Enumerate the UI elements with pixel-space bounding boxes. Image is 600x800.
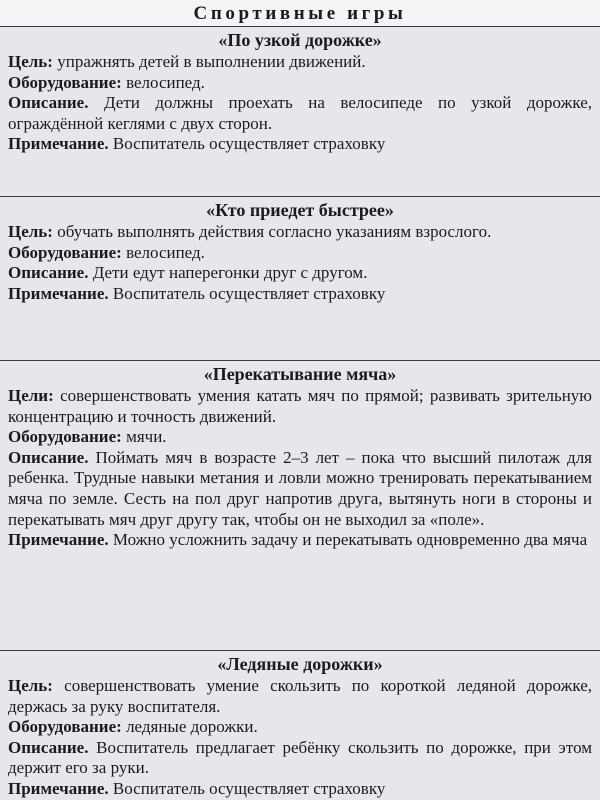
game-goal	[8, 676, 592, 717]
description-label: Описание.	[8, 737, 89, 757]
goal-text: совершенствовать умения катать мяч по прямой; развивать зрительную концентрацию и точность движений.	[8, 386, 592, 426]
game-description	[8, 93, 592, 134]
note-text: Воспитатель осуществляет страховку	[112, 778, 386, 798]
game-section-2	[0, 196, 600, 360]
note-text: Воспитатель осуществляет страховку	[112, 283, 386, 303]
game-equipment	[8, 427, 592, 448]
equipment-text: велосипед.	[126, 242, 205, 262]
game-title: «По узкой дорожке»	[218, 30, 382, 50]
game-goal	[8, 52, 592, 73]
description-label: Описание.	[8, 93, 89, 113]
note-label: Примечание.	[8, 134, 109, 154]
note-label: Примечание.	[8, 530, 109, 550]
equipment-label: Оборудование:	[8, 72, 122, 92]
game-equipment	[8, 717, 592, 738]
game-goal	[8, 222, 592, 243]
game-description	[8, 263, 592, 284]
note-label: Примечание.	[8, 283, 109, 303]
game-equipment	[8, 243, 592, 264]
equipment-label: Оборудование:	[8, 717, 122, 736]
goal-label: Цель:	[8, 222, 53, 241]
description-text: Поймать мяч в возрасте 2–3 лет – пока что высший пилотаж для ребенка. Трудные навыки метания и ловли можно тренировать перекатыванием мяча по земле. Сесть на пол друг напротив друга, вытянуть ноги в стороны и перекатывать мяч друг другу так, чтобы он не выходил за «поле».	[8, 447, 593, 529]
description-text: Дети едут наперегонки друг с другом.	[92, 263, 368, 283]
equipment-label: Оборудование:	[8, 242, 122, 262]
note-text: Воспитатель осуществляет страховку	[112, 134, 386, 154]
note-text: Можно усложнить задачу и перекатывать одновременно два мяча	[112, 530, 588, 550]
equipment-label: Оборудование:	[8, 427, 122, 447]
game-note	[8, 134, 592, 155]
page-heading: Спортивные игры	[193, 3, 407, 24]
game-section-3	[0, 360, 600, 650]
note-label: Примечание.	[8, 778, 109, 798]
equipment-text: велосипед.	[126, 72, 205, 92]
game-section-1	[0, 26, 600, 196]
equipment-text: мячи.	[126, 427, 167, 447]
game-title: «Кто приедет быстрее»	[206, 200, 394, 220]
goal-text: обучать выполнять действия согласно указаниям взрослого.	[57, 222, 492, 241]
equipment-text: ледяные дорожки.	[126, 717, 258, 736]
description-label: Описание.	[8, 447, 89, 467]
description-text: Дети должны проехать на велосипеде по узкой дорожке, ограждённой кеглями с двух сторон.	[8, 93, 592, 133]
goal-label: Цель:	[8, 676, 53, 695]
description-text: Воспитатель предлагает ребёнку скользить по дорожке, при этом держит его за руки.	[8, 737, 592, 777]
game-note	[8, 284, 592, 305]
game-description	[8, 738, 592, 779]
game-goal	[8, 386, 592, 427]
goal-label: Цели:	[8, 386, 54, 405]
goal-text: совершенствовать умение скользить по короткой ледяной дорожке, держась за руку воспитателя.	[8, 676, 593, 716]
description-label: Описание.	[8, 263, 89, 283]
game-note	[8, 779, 592, 800]
game-section-4	[0, 650, 600, 800]
game-title: «Ледяные дорожки»	[217, 654, 383, 674]
game-description	[8, 448, 592, 530]
goal-text: упражнять детей в выполнении движений.	[57, 52, 366, 71]
game-title: «Перекатывание мяча»	[203, 364, 397, 384]
game-equipment	[8, 73, 592, 94]
game-note	[8, 530, 592, 551]
goal-label: Цель:	[8, 52, 53, 71]
